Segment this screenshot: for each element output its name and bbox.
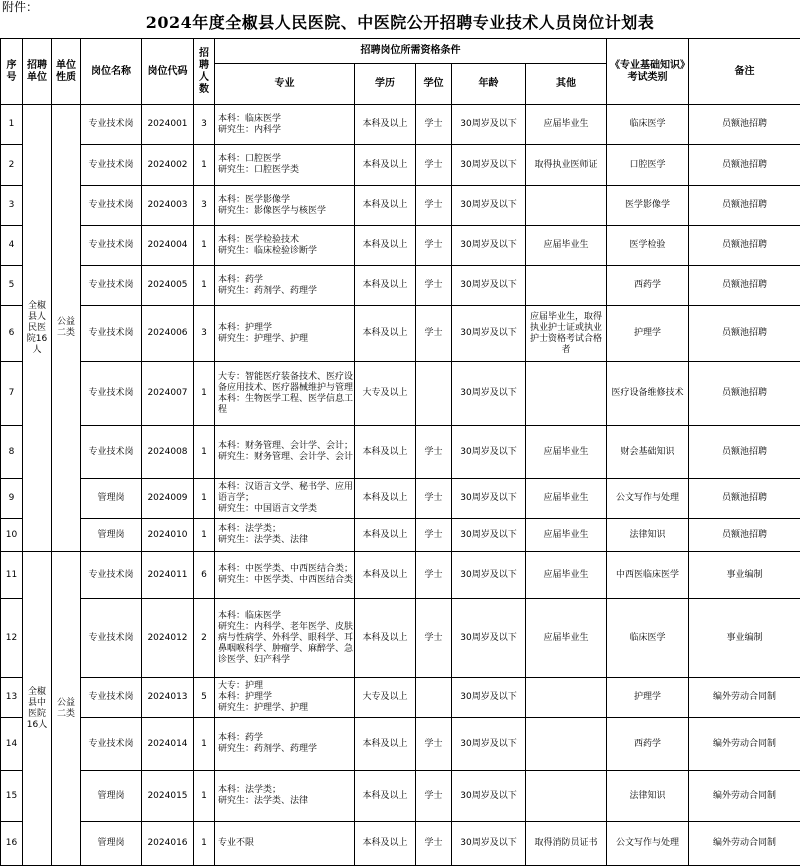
degree-cell: 学士 (416, 426, 452, 479)
other-cell: 取得执业医师证 (526, 145, 607, 186)
age-cell: 30周岁及以下 (452, 822, 526, 866)
position-code-cell: 2024016 (142, 822, 194, 866)
exam-cell: 西药学 (607, 718, 689, 771)
table-row (1, 678, 800, 718)
position-name-cell: 专业技术岗 (81, 105, 142, 145)
table-row (1, 306, 800, 362)
header-requirements: 招聘岗位所需资格条件 (215, 39, 607, 64)
other-cell: 应届毕业生 (526, 599, 607, 678)
age-cell: 30周岁及以下 (452, 599, 526, 678)
position-code-cell: 2024001 (142, 105, 194, 145)
seq-cell: 2 (1, 145, 23, 186)
position-name-cell: 专业技术岗 (81, 362, 142, 426)
count-cell: 5 (194, 678, 215, 718)
note-cell: 编外劳动合同制 (689, 771, 800, 822)
degree-cell: 学士 (416, 599, 452, 678)
education-cell: 本科及以上 (355, 186, 416, 226)
header-education: 学历 (355, 64, 416, 105)
other-cell: 应届毕业生，取得执业护士证或执业护士资格考试合格者 (526, 306, 607, 362)
count-cell: 1 (194, 718, 215, 771)
other-cell: 应届毕业生 (526, 426, 607, 479)
position-code-cell: 2024015 (142, 771, 194, 822)
education-cell: 大专及以上 (355, 362, 416, 426)
exam-cell: 中西医临床医学 (607, 552, 689, 599)
note-cell: 员额池招聘 (689, 362, 800, 426)
degree-cell: 学士 (416, 306, 452, 362)
education-cell: 本科及以上 (355, 145, 416, 186)
other-cell (526, 718, 607, 771)
table-row (1, 426, 800, 479)
education-cell: 大专及以上 (355, 678, 416, 718)
major-cell: 本科：法学类； 研究生：法学类、法律 (215, 771, 355, 822)
degree-cell: 学士 (416, 105, 452, 145)
header-exam: 《专业基础知识》考试类别 (607, 39, 689, 105)
degree-cell: 学士 (416, 519, 452, 552)
position-code-cell: 2024013 (142, 678, 194, 718)
position-name-cell: 专业技术岗 (81, 426, 142, 479)
count-cell: 3 (194, 105, 215, 145)
degree-cell: 学士 (416, 822, 452, 866)
age-cell: 30周岁及以下 (452, 771, 526, 822)
table-row (1, 186, 800, 226)
count-cell: 2 (194, 599, 215, 678)
major-cell: 本科：临床医学 研究生：内科学、老年医学、皮肤病与性病学、外科学、眼科学、耳鼻咽喉科学、肿瘤学、麻醉学、急诊医学、妇产科学 (215, 599, 355, 678)
degree-cell (416, 362, 452, 426)
other-cell: 应届毕业生 (526, 105, 607, 145)
exam-cell: 公文写作与处理 (607, 479, 689, 519)
header-position-name: 岗位名称 (81, 39, 142, 105)
major-cell: 大专：护理 本科：护理学 研究生：护理学、护理 (215, 678, 355, 718)
major-cell: 本科：法学类； 研究生：法学类、法律 (215, 519, 355, 552)
major-cell: 本科：临床医学 研究生：内科学 (215, 105, 355, 145)
other-cell (526, 266, 607, 306)
age-cell: 30周岁及以下 (452, 186, 526, 226)
position-name-cell: 管理岗 (81, 822, 142, 866)
unit-cell-tcm-hospital: 全椒县中医院16人 (23, 552, 52, 866)
recruitment-plan-table (0, 38, 800, 866)
education-cell: 本科及以上 (355, 479, 416, 519)
table-row (1, 105, 800, 145)
major-cell: 本科：药学 研究生：药剂学、药理学 (215, 718, 355, 771)
position-name-cell: 专业技术岗 (81, 266, 142, 306)
position-code-cell: 2024011 (142, 552, 194, 599)
education-cell: 本科及以上 (355, 105, 416, 145)
count-cell: 3 (194, 306, 215, 362)
position-name-cell: 专业技术岗 (81, 678, 142, 718)
exam-cell: 护理学 (607, 678, 689, 718)
exam-cell: 医学检验 (607, 226, 689, 266)
position-code-cell: 2024010 (142, 519, 194, 552)
seq-cell: 12 (1, 599, 23, 678)
exam-cell: 法律知识 (607, 519, 689, 552)
exam-cell: 医学影像学 (607, 186, 689, 226)
position-code-cell: 2024003 (142, 186, 194, 226)
position-name-cell: 管理岗 (81, 479, 142, 519)
exam-cell: 西药学 (607, 266, 689, 306)
age-cell: 30周岁及以下 (452, 519, 526, 552)
count-cell: 1 (194, 266, 215, 306)
note-cell: 员额池招聘 (689, 519, 800, 552)
age-cell: 30周岁及以下 (452, 105, 526, 145)
table-row (1, 771, 800, 822)
count-cell: 6 (194, 552, 215, 599)
page-title: 2024年度全椒县人民医院、中医院公开招聘专业技术人员岗位计划表 (0, 10, 800, 33)
count-cell: 1 (194, 362, 215, 426)
header-count: 招聘人数 (194, 39, 215, 105)
seq-cell: 13 (1, 678, 23, 718)
other-cell (526, 186, 607, 226)
seq-cell: 15 (1, 771, 23, 822)
header-position-code: 岗位代码 (142, 39, 194, 105)
table-row (1, 145, 800, 186)
note-cell: 事业编制 (689, 599, 800, 678)
note-cell: 员额池招聘 (689, 105, 800, 145)
seq-cell: 10 (1, 519, 23, 552)
position-code-cell: 2024004 (142, 226, 194, 266)
table-row (1, 552, 800, 599)
position-name-cell: 专业技术岗 (81, 599, 142, 678)
note-cell: 员额池招聘 (689, 479, 800, 519)
note-cell: 事业编制 (689, 552, 800, 599)
position-code-cell: 2024002 (142, 145, 194, 186)
count-cell: 3 (194, 186, 215, 226)
degree-cell: 学士 (416, 771, 452, 822)
education-cell: 本科及以上 (355, 426, 416, 479)
table-row (1, 479, 800, 519)
count-cell: 1 (194, 226, 215, 266)
age-cell: 30周岁及以下 (452, 718, 526, 771)
education-cell: 本科及以上 (355, 306, 416, 362)
degree-cell (416, 678, 452, 718)
position-name-cell: 专业技术岗 (81, 186, 142, 226)
major-cell: 本科：医学检验技术 研究生：临床检验诊断学 (215, 226, 355, 266)
age-cell: 30周岁及以下 (452, 479, 526, 519)
seq-cell: 9 (1, 479, 23, 519)
degree-cell: 学士 (416, 186, 452, 226)
count-cell: 1 (194, 426, 215, 479)
unit-type-cell: 公益二类 (52, 105, 81, 552)
exam-cell: 财会基础知识 (607, 426, 689, 479)
age-cell: 30周岁及以下 (452, 226, 526, 266)
table-row (1, 822, 800, 866)
exam-cell: 临床医学 (607, 599, 689, 678)
age-cell: 30周岁及以下 (452, 426, 526, 479)
other-cell: 应届毕业生 (526, 226, 607, 266)
degree-cell: 学士 (416, 145, 452, 186)
position-code-cell: 2024006 (142, 306, 194, 362)
other-cell: 取得消防员证书 (526, 822, 607, 866)
header-seq: 序号 (1, 39, 23, 105)
position-name-cell: 管理岗 (81, 771, 142, 822)
seq-cell: 7 (1, 362, 23, 426)
major-cell: 本科：汉语言文学、秘书学、应用语言学； 研究生：中国语言文学类 (215, 479, 355, 519)
degree-cell: 学士 (416, 226, 452, 266)
education-cell: 本科及以上 (355, 519, 416, 552)
header-unit-type: 单位性质 (52, 39, 81, 105)
note-cell: 员额池招聘 (689, 306, 800, 362)
exam-cell: 公文写作与处理 (607, 822, 689, 866)
exam-cell: 法律知识 (607, 771, 689, 822)
unit-type-cell: 公益二类 (52, 552, 81, 866)
position-name-cell: 专业技术岗 (81, 226, 142, 266)
position-name-cell: 专业技术岗 (81, 145, 142, 186)
exam-cell: 护理学 (607, 306, 689, 362)
major-cell: 大专：智能医疗装备技术、医疗设备应用技术、医疗器械维护与管理 本科：生物医学工程、医学信息工程 (215, 362, 355, 426)
seq-cell: 8 (1, 426, 23, 479)
other-cell (526, 771, 607, 822)
count-cell: 1 (194, 145, 215, 186)
header-age: 年龄 (452, 64, 526, 105)
exam-cell: 临床医学 (607, 105, 689, 145)
age-cell: 30周岁及以下 (452, 678, 526, 718)
count-cell: 1 (194, 479, 215, 519)
education-cell: 本科及以上 (355, 266, 416, 306)
note-cell: 员额池招聘 (689, 186, 800, 226)
position-code-cell: 2024008 (142, 426, 194, 479)
degree-cell: 学士 (416, 552, 452, 599)
seq-cell: 14 (1, 718, 23, 771)
education-cell: 本科及以上 (355, 226, 416, 266)
table-row (1, 519, 800, 552)
count-cell: 1 (194, 519, 215, 552)
age-cell: 30周岁及以下 (452, 306, 526, 362)
position-name-cell: 专业技术岗 (81, 306, 142, 362)
table-row (1, 266, 800, 306)
position-code-cell: 2024007 (142, 362, 194, 426)
other-cell: 应届毕业生 (526, 519, 607, 552)
count-cell: 1 (194, 822, 215, 866)
header-note: 备注 (689, 39, 800, 105)
note-cell: 编外劳动合同制 (689, 718, 800, 771)
major-cell: 本科：财务管理、会计学、会计； 研究生：财务管理、会计学、会计 (215, 426, 355, 479)
other-cell: 应届毕业生 (526, 552, 607, 599)
major-cell: 本科：医学影像学 研究生：影像医学与核医学 (215, 186, 355, 226)
age-cell: 30周岁及以下 (452, 145, 526, 186)
age-cell: 30周岁及以下 (452, 266, 526, 306)
header-degree: 学位 (416, 64, 452, 105)
education-cell: 本科及以上 (355, 599, 416, 678)
other-cell (526, 362, 607, 426)
education-cell: 本科及以上 (355, 771, 416, 822)
note-cell: 员额池招聘 (689, 266, 800, 306)
note-cell: 编外劳动合同制 (689, 678, 800, 718)
position-code-cell: 2024012 (142, 599, 194, 678)
education-cell: 本科及以上 (355, 718, 416, 771)
seq-cell: 5 (1, 266, 23, 306)
major-cell: 本科：护理学 研究生：护理学、护理 (215, 306, 355, 362)
count-cell: 1 (194, 771, 215, 822)
header-major: 专业 (215, 64, 355, 105)
unit-cell-people-hospital: 全椒县人民医院16人 (23, 105, 52, 552)
other-cell (526, 678, 607, 718)
age-cell: 30周岁及以下 (452, 552, 526, 599)
table-row (1, 718, 800, 771)
table-row (1, 362, 800, 426)
exam-cell: 医疗设备维修技术 (607, 362, 689, 426)
note-cell: 员额池招聘 (689, 145, 800, 186)
table-row (1, 599, 800, 678)
seq-cell: 6 (1, 306, 23, 362)
position-code-cell: 2024009 (142, 479, 194, 519)
major-cell: 本科：中医学类、中西医结合类；研究生：中医学类、中西医结合类 (215, 552, 355, 599)
exam-cell: 口腔医学 (607, 145, 689, 186)
degree-cell: 学士 (416, 479, 452, 519)
header-unit: 招聘单位 (23, 39, 52, 105)
note-cell: 员额池招聘 (689, 226, 800, 266)
seq-cell: 1 (1, 105, 23, 145)
seq-cell: 4 (1, 226, 23, 266)
seq-cell: 11 (1, 552, 23, 599)
position-name-cell: 管理岗 (81, 519, 142, 552)
position-name-cell: 专业技术岗 (81, 552, 142, 599)
table-row (1, 226, 800, 266)
major-cell: 本科：口腔医学 研究生：口腔医学类 (215, 145, 355, 186)
position-code-cell: 2024005 (142, 266, 194, 306)
header-other: 其他 (526, 64, 607, 105)
degree-cell: 学士 (416, 266, 452, 306)
major-cell: 本科：药学 研究生：药剂学、药理学 (215, 266, 355, 306)
note-cell: 员额池招聘 (689, 426, 800, 479)
position-code-cell: 2024014 (142, 718, 194, 771)
note-cell: 编外劳动合同制 (689, 822, 800, 866)
major-cell: 专业不限 (215, 822, 355, 866)
age-cell: 30周岁及以下 (452, 362, 526, 426)
seq-cell: 3 (1, 186, 23, 226)
other-cell: 应届毕业生 (526, 479, 607, 519)
education-cell: 本科及以上 (355, 552, 416, 599)
degree-cell: 学士 (416, 718, 452, 771)
position-name-cell: 专业技术岗 (81, 718, 142, 771)
seq-cell: 16 (1, 822, 23, 866)
education-cell: 本科及以上 (355, 822, 416, 866)
attachment-label: 附件： (2, 0, 38, 14)
